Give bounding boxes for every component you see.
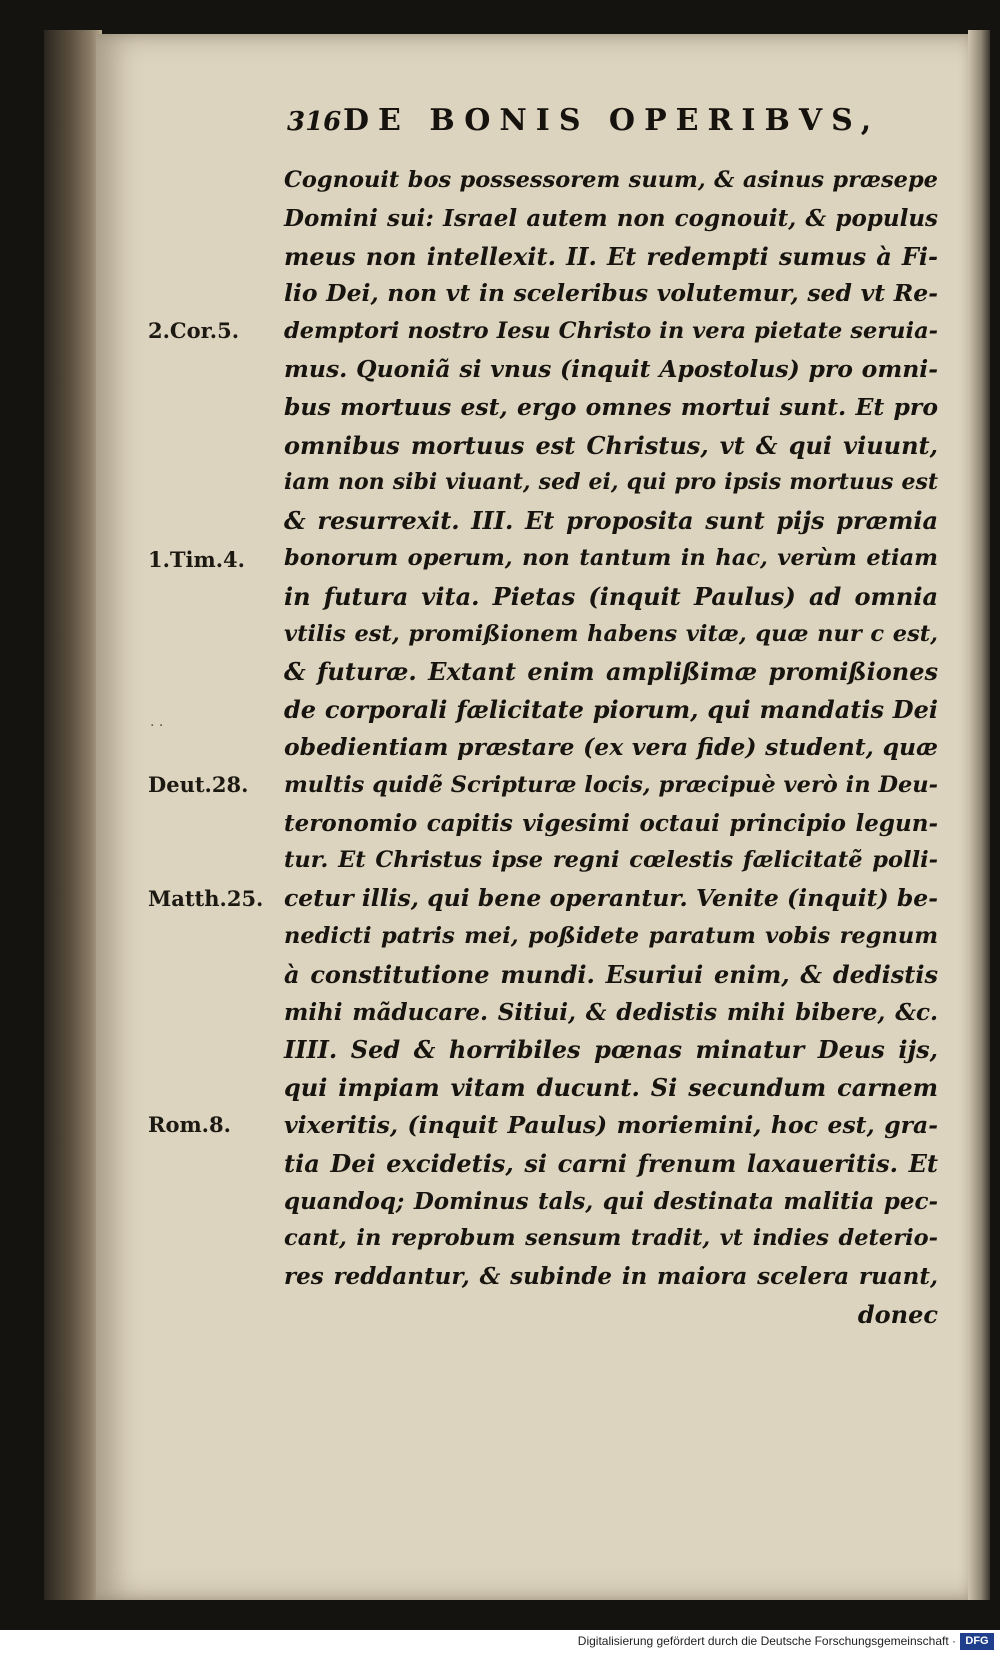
text-line: demptori nostro Iesu Christo in vera pietate seruia-	[284, 318, 938, 345]
text-line: IIII. Sed & horribiles pœnas minatur Deus ijs,	[284, 1035, 938, 1065]
text-line: Cognouit bos possessorem suum, & asinus præsepe	[284, 167, 938, 193]
margin-note: Matth.25.	[148, 886, 264, 911]
text-line: meus non intellexit. II. Et redempti sumus à Fi-	[284, 241, 938, 271]
text-line: mihi mãducare. Sitiui, & dedistis mihi bibere, &c.	[284, 998, 938, 1026]
text-line: & resurrexit. III. Et proposita sunt pijs præmia	[284, 506, 938, 536]
text-line: omnibus mortuus est Christus, vt & qui viuunt,	[284, 430, 938, 460]
text-line: de corporali fælicitate piorum, qui mandatis Dei	[284, 695, 938, 725]
page-number: 316	[287, 107, 342, 137]
text-line: in futura vita. Pietas (inquit Paulus) ad omnia	[284, 581, 938, 611]
text-line: bonorum operum, non tantum in hac, verùm etiam	[284, 544, 938, 571]
page-header	[287, 103, 937, 153]
text-line: à constitutione mundi. Esuriui enim, & dedistis	[284, 959, 938, 989]
ink-specks: · ·	[150, 718, 164, 734]
text-line: multis quidẽ Scripturæ locis, præcipuè verò in Deu-	[284, 771, 938, 798]
text-line: teronomio capitis vigesimi octaui principio legun-	[284, 809, 938, 837]
dfg-logo: DFG	[960, 1633, 994, 1650]
margin-note: Deut.28.	[148, 772, 249, 797]
text-line: qui impiam vitam ducunt. Si secundum carnem	[284, 1073, 938, 1103]
text-line: vtilis est, promißionem habens vitæ, quæ nur c est,	[284, 620, 938, 647]
text-line: obedientiam præstare (ex vera fide) student, quæ	[284, 732, 938, 761]
footer-credit: Digitalisierung gefördert durch die Deutsche Forschungsgemeinschaft ·	[577, 1634, 956, 1648]
text-line: tur. Et Christus ipse regni cœlestis fælicitatẽ polli-	[284, 847, 938, 874]
book-binding	[44, 30, 102, 1600]
text-line: iam non sibi viuant, sed ei, qui pro ipsis mortuus est	[284, 469, 938, 496]
text-line: mus. Quoniã si vnus (inquit Apostolus) pro omni-	[284, 354, 938, 383]
text-line: cetur illis, qui bene operantur. Venite (inquit) be-	[284, 884, 938, 913]
text-line: quandoq; Dominus tals, qui destinata malitia pec-	[284, 1187, 938, 1215]
text-line: & futuræ. Extant enim amplißimæ promißiones	[284, 657, 938, 687]
footer-bar	[0, 1630, 1000, 1654]
running-title: DE BONIS OPERIBVS,	[343, 103, 881, 138]
margin-note: 1.Tim.4.	[148, 547, 245, 572]
margin-note: Rom.8.	[148, 1112, 231, 1137]
text-line: tia Dei excidetis, si carni frenum laxaueritis. Et	[284, 1148, 938, 1178]
text-line: nedicti patris mei, poßidete paratum vobis regnum	[284, 922, 938, 949]
text-line: cant, in reprobum sensum tradit, vt indies deterio-	[284, 1225, 938, 1252]
text-line: lio Dei, non vt in sceleribus volutemur, sed vt Re-	[284, 279, 938, 308]
text-line: bus mortuus est, ergo omnes mortui sunt. Et pro	[284, 392, 938, 421]
text-line: res reddantur, & subinde in maiora scelera ruant,	[284, 1263, 938, 1291]
text-line: vixeritis, (inquit Paulus) moriemini, hoc est, gra-	[284, 1110, 938, 1139]
margin-note: 2.Cor.5.	[148, 318, 240, 343]
text-line: Domini sui: Israel autem non cognouit, & populus	[284, 204, 938, 232]
page-edge	[968, 30, 990, 1600]
text-line: donec	[857, 1299, 938, 1329]
body-text	[284, 162, 938, 1334]
